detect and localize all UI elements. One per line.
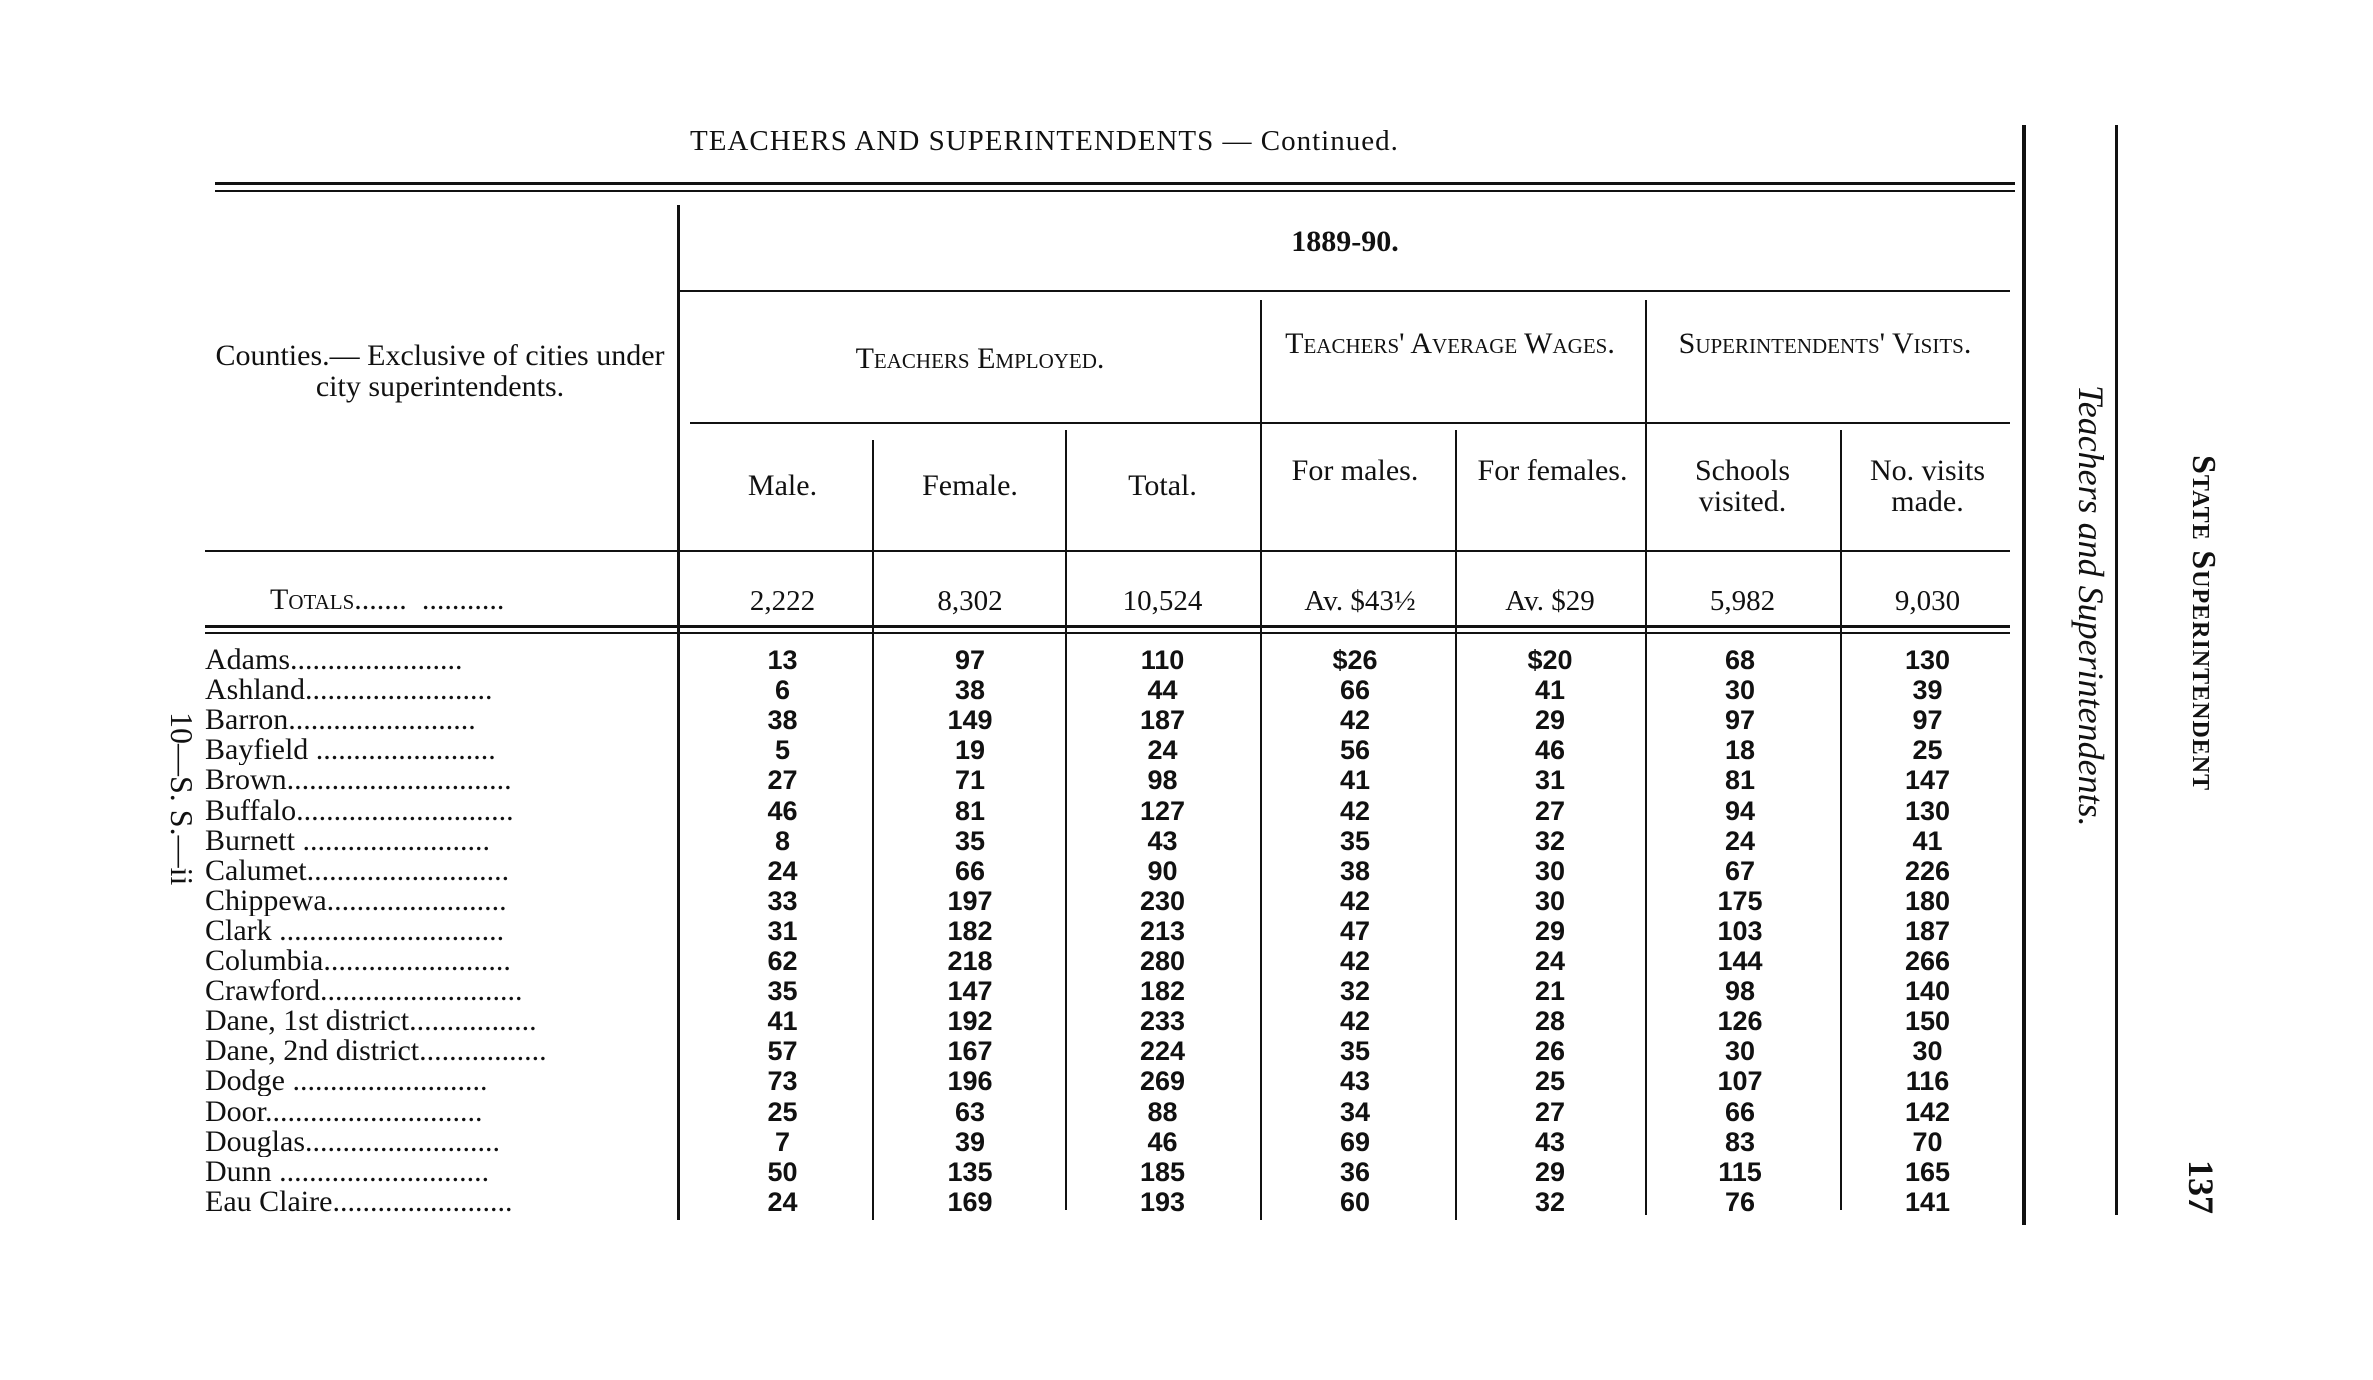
cell-total: 185: [1139, 1156, 1186, 1187]
cell-total: 230: [1139, 885, 1186, 916]
cell-wm: 69: [1339, 1126, 1371, 1157]
cell-wm: $26: [1332, 645, 1378, 675]
cell-male: 24: [767, 855, 798, 886]
cell-total: 90: [1147, 855, 1178, 886]
cell-sv: 126: [1717, 1006, 1763, 1037]
cell-vm: 116: [1905, 1066, 1950, 1097]
counties-header: Counties.— Exclusive of cities under city superintendents.: [215, 339, 665, 403]
totals-for-females: Av. $29: [1505, 585, 1595, 617]
cell-sv: 66: [1724, 1096, 1756, 1127]
table-row: [205, 886, 2035, 916]
cell-vm: 165: [1904, 1156, 1951, 1187]
signature-mark: 10—S. S.—ii: [164, 712, 200, 886]
totals-female: 8,302: [937, 585, 1003, 617]
table-row: [205, 1006, 2035, 1036]
cell-total: 187: [1139, 705, 1186, 736]
cell-male: 7: [774, 1126, 791, 1157]
cell-total: 44: [1147, 675, 1178, 706]
cell-wf: 30: [1534, 855, 1566, 886]
cell-wf: 26: [1534, 1036, 1566, 1067]
cell-male: 5: [774, 735, 791, 766]
cell-total: 24: [1147, 735, 1178, 766]
cell-vm: 150: [1904, 1006, 1951, 1037]
section-label: Teachers and Superintendents.: [2071, 385, 2111, 827]
cell-wf: 29: [1534, 705, 1566, 736]
table-row: [205, 1066, 2035, 1096]
cell-male: 13: [767, 645, 798, 675]
page-title: TEACHERS AND SUPERINTENDENTS — Continued.: [690, 125, 1399, 157]
cell-vm: 25: [1912, 735, 1943, 766]
cell-male: 24: [767, 1186, 798, 1217]
cell-total: 43: [1147, 825, 1178, 856]
page-number: 137: [2181, 1160, 2221, 1214]
county-name: Adams.......................: [205, 645, 463, 675]
cell-vm: 30: [1912, 1036, 1943, 1067]
top-rule: [215, 182, 2015, 185]
table-row: [205, 856, 2035, 886]
county-name: Dunn ............................: [205, 1156, 490, 1187]
totals-label: Totals....... ...........: [270, 583, 505, 616]
cell-wf: 31: [1534, 765, 1566, 796]
table-row: [205, 1097, 2035, 1127]
county-name: Crawford...........................: [205, 976, 523, 1007]
cell-sv: 18: [1724, 735, 1756, 766]
cell-female: 19: [954, 735, 986, 766]
county-name: Dodge ..........................: [205, 1066, 488, 1097]
table-row: [205, 1157, 2035, 1187]
table-row: [205, 1036, 2035, 1066]
cell-sv: 107: [1717, 1066, 1763, 1097]
county-name: Ashland.........................: [205, 675, 493, 706]
group-teachers-employed: Teachers Employed.: [855, 342, 1105, 375]
cell-female: 71: [954, 765, 986, 796]
cell-female: 39: [954, 1126, 986, 1157]
totals-rule: [205, 625, 2010, 628]
cell-vm: 41: [1912, 825, 1943, 856]
cell-wm: 41: [1339, 765, 1371, 796]
cell-vm: 180: [1904, 885, 1951, 916]
cell-wm: 35: [1339, 825, 1371, 856]
cell-wf: 27: [1534, 1096, 1566, 1127]
cell-total: 213: [1139, 915, 1186, 946]
table-row: [205, 675, 2035, 705]
cell-wm: 36: [1339, 1156, 1371, 1187]
cell-male: 38: [767, 705, 798, 736]
margin-rule: [2115, 125, 2118, 1215]
cell-female: 38: [954, 675, 986, 706]
cell-female: 35: [954, 825, 986, 856]
col-male: Male.: [747, 469, 818, 502]
cell-male: 46: [767, 795, 798, 826]
county-name: Chippewa........................: [205, 885, 507, 916]
cell-sv: 175: [1717, 885, 1763, 916]
cell-wm: 42: [1339, 946, 1371, 976]
cell-wm: 32: [1339, 976, 1371, 1007]
cell-total: 269: [1139, 1066, 1186, 1097]
table-row: [205, 826, 2035, 856]
table-row: [205, 1187, 2035, 1217]
county-name: Eau Claire........................: [205, 1186, 513, 1217]
group-visits: Superintendents' Visits.: [1678, 327, 1972, 360]
cell-sv: 68: [1724, 645, 1756, 675]
cell-wm: 38: [1339, 855, 1371, 886]
cell-wf: 29: [1534, 915, 1566, 946]
cell-male: 35: [767, 976, 798, 1007]
cell-wf: 24: [1534, 946, 1566, 976]
cell-male: 33: [767, 885, 798, 916]
cell-female: 218: [947, 946, 993, 976]
table-row: [205, 645, 2035, 675]
cell-male: 31: [767, 915, 798, 946]
cell-wf: $20: [1527, 645, 1573, 675]
totals-total: 10,524: [1122, 585, 1203, 617]
cell-male: 27: [767, 765, 798, 796]
cell-wf: 32: [1534, 825, 1566, 856]
cell-female: 197: [947, 885, 993, 916]
cell-wf: 27: [1534, 795, 1566, 826]
county-name: Clark ..............................: [205, 915, 505, 946]
table-row: [205, 1127, 2035, 1157]
cell-sv: 76: [1724, 1186, 1756, 1217]
cell-vm: 130: [1904, 795, 1951, 826]
county-name: Burnett .........................: [205, 825, 490, 856]
cell-wm: 47: [1339, 915, 1371, 946]
header-rule: [205, 550, 2010, 552]
cell-vm: 187: [1904, 915, 1951, 946]
year-rule: [680, 290, 2010, 292]
cell-male: 25: [767, 1096, 798, 1127]
cell-sv: 97: [1724, 705, 1756, 736]
table-row: [205, 796, 2035, 826]
cell-sv: 24: [1724, 825, 1756, 856]
cell-male: 57: [767, 1036, 798, 1067]
year-header: 1889-90.: [1291, 225, 1399, 258]
cell-wf: 46: [1534, 735, 1566, 766]
cell-wm: 42: [1339, 1006, 1371, 1037]
cell-female: 169: [947, 1186, 993, 1217]
cell-sv: 144: [1717, 946, 1763, 976]
col-female: Female.: [922, 469, 1018, 502]
cell-female: 81: [954, 795, 986, 826]
cell-female: 149: [947, 705, 993, 736]
cell-wm: 42: [1339, 795, 1371, 826]
cell-wm: 56: [1339, 735, 1371, 766]
cell-wm: 66: [1339, 675, 1371, 706]
col-schools-visited: Schools visited.: [1694, 454, 1790, 518]
cell-total: 110: [1140, 645, 1185, 675]
cell-sv: 81: [1724, 765, 1756, 796]
cell-wf: 28: [1534, 1006, 1566, 1037]
cell-female: 63: [954, 1096, 986, 1127]
cell-total: 98: [1147, 765, 1178, 796]
table-row: [205, 976, 2035, 1006]
cell-male: 62: [767, 946, 798, 976]
cell-wm: 42: [1339, 705, 1371, 736]
cell-wm: 60: [1339, 1186, 1371, 1217]
cell-vm: 147: [1904, 765, 1951, 796]
cell-vm: 39: [1912, 675, 1943, 706]
cell-total: 46: [1147, 1126, 1178, 1157]
cell-male: 41: [767, 1006, 798, 1037]
cell-wf: 32: [1534, 1186, 1566, 1217]
running-head: State Superintendent: [2185, 455, 2222, 792]
county-name: Dane, 1st district.................: [205, 1006, 537, 1037]
cell-vm: 140: [1904, 976, 1951, 1007]
cell-wm: 35: [1339, 1036, 1371, 1067]
cell-wm: 43: [1339, 1066, 1371, 1097]
group-rule: [690, 422, 2010, 424]
cell-wf: 30: [1534, 885, 1566, 916]
cell-female: 192: [947, 1006, 993, 1037]
cell-vm: 142: [1904, 1096, 1951, 1127]
cell-total: 224: [1139, 1036, 1186, 1067]
cell-male: 8: [774, 825, 791, 856]
col-visits-made: No. visits made.: [1869, 454, 1986, 518]
col-total: Total.: [1128, 469, 1197, 502]
county-name: Columbia.........................: [205, 946, 511, 976]
cell-female: 66: [954, 855, 986, 886]
table-row: [205, 946, 2035, 976]
cell-male: 50: [767, 1156, 798, 1187]
cell-sv: 98: [1724, 976, 1756, 1007]
cell-sv: 115: [1718, 1156, 1762, 1187]
county-name: Buffalo.............................: [205, 795, 514, 826]
cell-wm: 34: [1339, 1096, 1371, 1127]
top-rule-2: [215, 190, 2015, 192]
table-row: [205, 705, 2035, 735]
cell-vm: 130: [1904, 645, 1951, 675]
cell-total: 280: [1139, 946, 1186, 976]
cell-female: 97: [954, 645, 986, 675]
cell-male: 6: [774, 675, 791, 706]
cell-vm: 266: [1904, 946, 1951, 976]
cell-wm: 42: [1339, 885, 1371, 916]
county-name: Calumet...........................: [205, 855, 510, 886]
table-row: [205, 765, 2035, 795]
county-name: Door.............................: [205, 1096, 483, 1127]
totals-male: 2,222: [749, 585, 816, 617]
cell-vm: 70: [1912, 1126, 1943, 1157]
county-name: Brown..............................: [205, 765, 512, 796]
totals-schools-visited: 5,982: [1709, 585, 1776, 617]
cell-female: 182: [947, 915, 993, 946]
cell-total: 88: [1147, 1096, 1178, 1127]
cell-sv: 94: [1724, 795, 1756, 826]
cell-wf: 25: [1534, 1066, 1566, 1097]
col-for-males: For males.: [1291, 454, 1419, 487]
cell-sv: 30: [1724, 675, 1756, 706]
county-name: Barron.........................: [205, 705, 476, 736]
county-name: Bayfield ........................: [205, 735, 496, 766]
cell-vm: 141: [1904, 1186, 1951, 1217]
cell-sv: 30: [1724, 1036, 1756, 1067]
table-row: [205, 916, 2035, 946]
totals-rule-2: [205, 632, 2010, 634]
cell-wf: 41: [1534, 675, 1566, 706]
cell-total: 127: [1139, 795, 1186, 826]
cell-total: 193: [1139, 1186, 1186, 1217]
cell-female: 167: [947, 1036, 993, 1067]
group-average-wages: Teachers' Average Wages.: [1285, 327, 1615, 360]
table-row: [205, 735, 2035, 765]
cell-wf: 43: [1534, 1126, 1566, 1157]
cell-female: 196: [947, 1066, 993, 1097]
county-name: Douglas..........................: [205, 1126, 500, 1157]
cell-female: 147: [947, 976, 993, 1007]
cell-sv: 67: [1724, 855, 1756, 886]
cell-male: 73: [767, 1066, 798, 1097]
cell-wf: 29: [1534, 1156, 1566, 1187]
cell-total: 182: [1139, 976, 1186, 1007]
cell-wf: 21: [1534, 976, 1566, 1007]
col-for-females: For females.: [1477, 454, 1628, 487]
totals-visits-made: 9,030: [1894, 585, 1961, 617]
totals-for-males: Av. $43½: [1304, 585, 1416, 617]
cell-female: 135: [947, 1156, 993, 1187]
cell-sv: 103: [1717, 915, 1763, 946]
county-name: Dane, 2nd district.................: [205, 1036, 547, 1067]
cell-total: 233: [1139, 1006, 1186, 1037]
cell-vm: 97: [1912, 705, 1943, 736]
cell-sv: 83: [1724, 1126, 1756, 1157]
cell-vm: 226: [1904, 855, 1951, 886]
